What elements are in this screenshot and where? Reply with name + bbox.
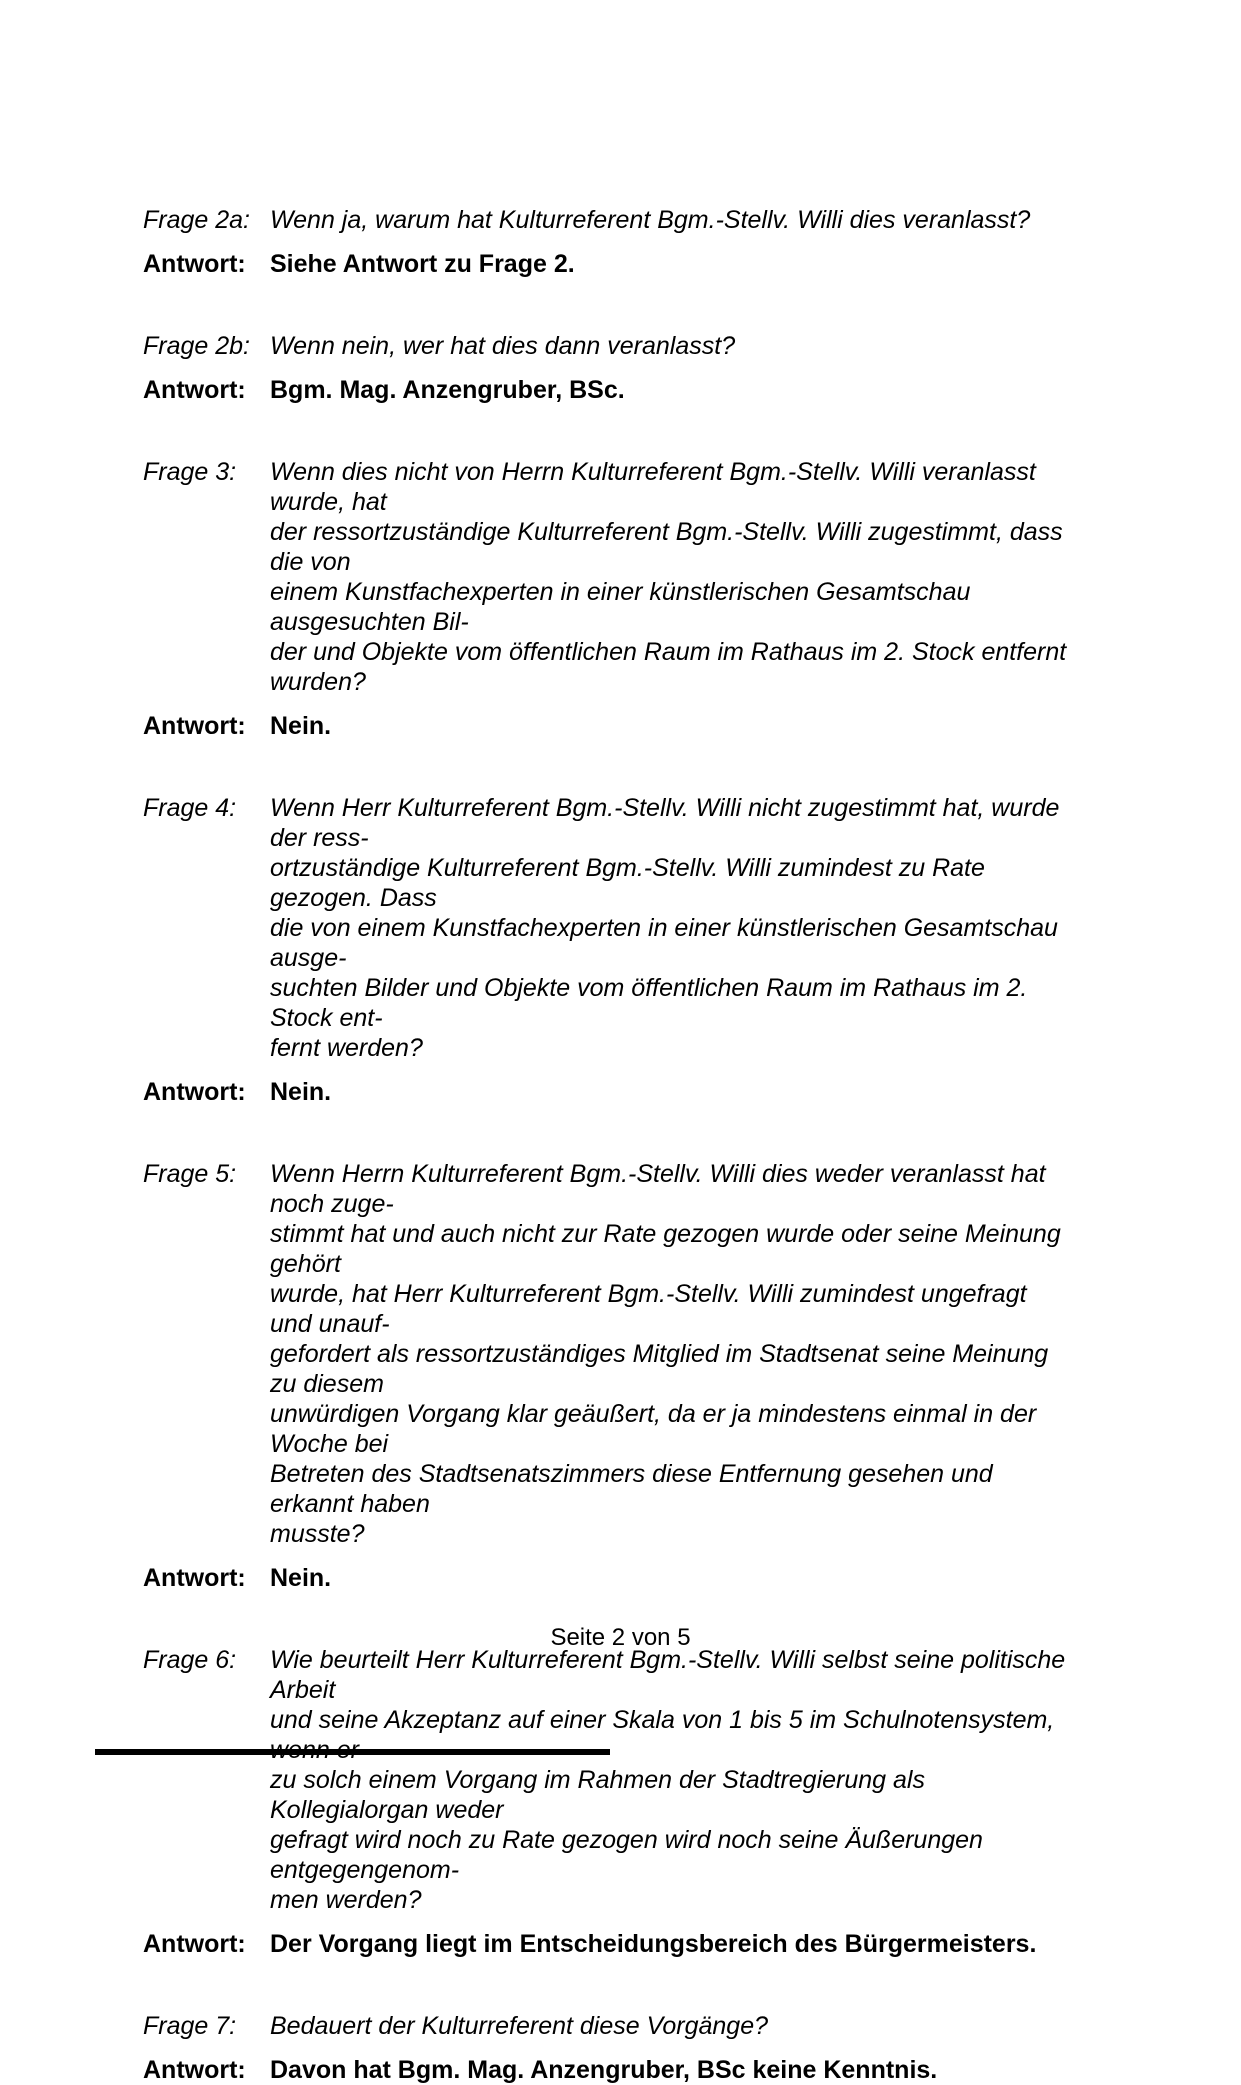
question-text: Wenn nein, wer hat dies dann veranlasst? <box>270 332 736 360</box>
question-row <box>143 793 1241 1063</box>
question-label: Frage 7: <box>143 2012 237 2040</box>
question-label: Frage 4: <box>143 794 237 822</box>
question-text: Wenn ja, warum hat Kulturreferent Bgm.-Stellv. Willi dies veranlasst? <box>270 206 1031 234</box>
question-label: Frage 2b: <box>143 332 251 360</box>
qa-pair <box>143 457 1241 741</box>
qa-pair <box>143 2011 1241 2085</box>
answer-text: Nein. <box>270 1078 332 1106</box>
question-text: Wie beurteilt Herr Kulturreferent Bgm.-Stellv. Willi selbst seine politische Arbeit und seine Akzeptanz auf einer Skala von 1 bis 5 im Schulnotensystem, zu solch einem Vorgang im Rahmen der Stadtregierung als Kollegialorgan weder gefragt wird noch zu Rate gezogen wird noch seine Äußerungen entgegengenom- men werden? <box>270 1646 1066 1914</box>
answer-row <box>143 1929 1241 1959</box>
answer-label: Antwort: <box>143 1930 246 1958</box>
answer-text: Der Vorgang liegt im Entscheidungsbereich des Bürgermeisters. <box>270 1930 1037 1958</box>
answer-label: Antwort: <box>143 376 246 404</box>
question-label: Frage 2a: <box>143 206 251 234</box>
question-row <box>143 331 1241 361</box>
qa-pair <box>143 793 1241 1107</box>
page-number: Seite 2 von 5 <box>550 1624 691 1651</box>
question-label: Frage 5: <box>143 1160 237 1188</box>
answer-row <box>143 375 1241 405</box>
question-text: Wenn Herrn Kulturreferent Bgm.-Stellv. Willi dies weder veranlasst hat noch zuge- stimmt hat und auch nicht zur Rate gezogen wurde oder seine Meinung gehört wurde, hat Herr Kulturreferent Bgm.-Stellv. Willi zumindest ungefragt und unauf- gefordert als ressortzuständiges Mitglied im Stadtsenat seine Meinung zu diesem unwürdigen Vorgang klar geäußert, da er ja mindestens einmal in der Woche bei Betreten des Stadtsenatszimmers diese Entfernung gesehen und erkannt haben musste? <box>270 1160 1061 1548</box>
answer-text: Davon hat Bgm. Mag. Anzengruber, BSc keine Kenntnis. <box>270 2056 938 2084</box>
answer-label: Antwort: <box>143 1564 246 1592</box>
question-label: Frage 3: <box>143 458 237 486</box>
question-text: Bedauert der Kulturreferent diese Vorgänge? <box>270 2012 769 2040</box>
answer-row <box>143 711 1241 741</box>
answer-row <box>143 249 1241 279</box>
qa-pair <box>143 1159 1241 1593</box>
question-label: Frage 6: <box>143 1646 237 1674</box>
question-row <box>143 457 1241 697</box>
answer-row <box>143 1563 1241 1593</box>
qa-pair <box>143 1645 1241 1959</box>
answer-text: Nein. <box>270 1564 332 1592</box>
question-row <box>143 1645 1241 1915</box>
answer-label: Antwort: <box>143 2056 246 2084</box>
question-text: Wenn dies nicht von Herrn Kulturreferent Bgm.-Stellv. Willi veranlasst wurde, hat der ressortzuständige Kulturreferent Bgm.-Stellv. Willi zugestimmt, dass die von einem Kunstfachexperten in einer künstlerischen Gesamtschau ausgesuchten Bil- der und Objekte vom öffentlichen Raum im Rathaus im 2. Stock entfernt wurden? <box>270 458 1067 696</box>
question-row <box>143 2011 1241 2041</box>
answer-text: Nein. <box>270 712 332 740</box>
question-row <box>143 205 1241 235</box>
answer-label: Antwort: <box>143 250 246 278</box>
qa-pair <box>143 205 1241 279</box>
question-row <box>143 1159 1241 1549</box>
answer-text: Siehe Antwort zu Frage 2. <box>270 250 575 278</box>
answer-row <box>143 1077 1241 1107</box>
scan-artifact-bar <box>95 1749 610 1755</box>
answer-text: Bgm. Mag. Anzengruber, BSc. <box>270 376 625 404</box>
answer-row <box>143 2055 1241 2085</box>
question-text: Wenn Herr Kulturreferent Bgm.-Stellv. Willi nicht zugestimmt hat, wurde der ress- ortzuständige Kulturreferent Bgm.-Stellv. Willi zumindest zu Rate gezogen. Dass die von einem Kunstfachexperten in einer künstlerischen Gesamtschau ausge- suchten Bilder und Objekte vom öffentlichen Raum im Rathaus im 2. Stock ent- fernt werden? <box>270 794 1060 1062</box>
answer-label: Antwort: <box>143 1078 246 1106</box>
qa-pair <box>143 331 1241 405</box>
answer-label: Antwort: <box>143 712 246 740</box>
